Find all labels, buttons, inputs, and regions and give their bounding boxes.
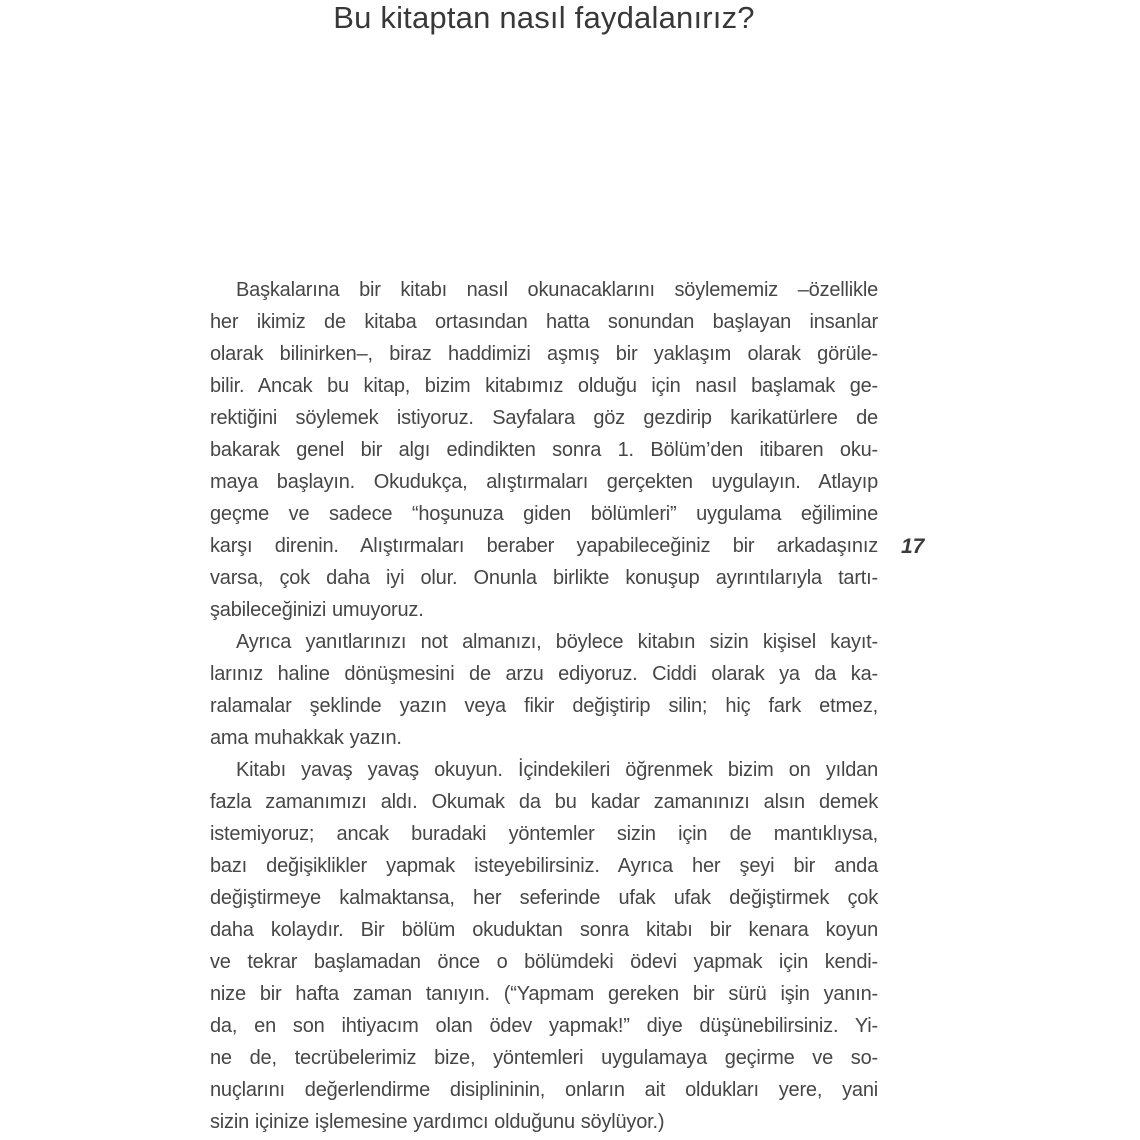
text-line: karşı direnin. Alıştırmaları beraber yapabileceğiniz bir arkadaşınız xyxy=(210,535,878,557)
text-line: şabileceğinizi umuyoruz. xyxy=(210,599,424,621)
text-line: ve tekrar başlamadan önce o bölümdeki ödevi yapmak için kendi- xyxy=(210,951,878,973)
text-line: Ayrıca yanıtlarınızı not almanızı, böylece kitabın sizin kişisel kayıt- xyxy=(236,631,878,653)
text-line: larınız haline dönüşmesini de arzu ediyoruz. Ciddi olarak ya da ka- xyxy=(210,663,878,685)
page-title: Bu kitaptan nasıl faydalanırız? xyxy=(333,0,755,35)
text-line: da, en son ihtiyacım olan ödev yapmak!” diye düşünebilirsiniz. Yi- xyxy=(210,1015,878,1037)
text-line: Kitabı yavaş yavaş okuyun. İçindekileri öğrenmek bizim on yıldan xyxy=(236,759,878,781)
page-number: 17 xyxy=(901,535,925,558)
text-line: olarak bilinirken–, biraz haddimizi aşmış bir yaklaşım olarak görüle- xyxy=(210,343,878,365)
text-line: geçme ve sadece “hoşunuza giden bölümleri” uygulama eğilimine xyxy=(210,503,878,525)
text-line: fazla zamanımızı aldı. Okumak da bu kadar zamanınızı alsın demek xyxy=(210,791,878,813)
text-line: değiştirmeye kalmaktansa, her seferinde ufak ufak değiştirmek çok xyxy=(210,887,878,909)
text-line: istemiyoruz; ancak buradaki yöntemler sizin için de mantıklıysa, xyxy=(210,823,878,845)
text-line: Başkalarına bir kitabı nasıl okunacaklarını söylememiz –özellikle xyxy=(236,279,878,301)
text-line: bilir. Ancak bu kitap, bizim kitabımız olduğu için nasıl başlamak ge- xyxy=(210,375,878,397)
text-line: bakarak genel bir algı edindikten sonra 1. Bölüm’den itibaren oku- xyxy=(210,439,878,461)
text-line: maya başlayın. Okudukça, alıştırmaları gerçekten uygulayın. Atlayıp xyxy=(210,471,878,493)
text-line: daha kolaydır. Bir bölüm okuduktan sonra kitabı bir kenara koyun xyxy=(210,919,878,941)
text-line: her ikimiz de kitaba ortasından hatta sonundan başlayan insanlar xyxy=(210,311,878,333)
text-line: nuçlarını değerlendirme disiplininin, onların ait oldukları yere, yani xyxy=(210,1079,878,1101)
text-line: nize bir hafta zaman tanıyın. (“Yapmam gereken bir sürü işin yanın- xyxy=(210,983,878,1005)
text-line: ralamalar şeklinde yazın veya fikir değiştirip silin; hiç fark etmez, xyxy=(210,695,878,717)
text-line: rektiğini söylemek istiyoruz. Sayfalara göz gezdirip karikatürlere de xyxy=(210,407,878,429)
text-line: varsa, çok daha iyi olur. Onunla birlikte konuşup ayrıntılarıyla tartı- xyxy=(210,567,878,589)
text-line: ama muhakkak yazın. xyxy=(210,727,402,749)
text-line: ne de, tecrübelerimiz bize, yöntemleri uygulamaya geçirme ve so- xyxy=(210,1047,878,1069)
body-text xyxy=(210,274,878,1138)
text-line: sizin içinize işlemesine yardımcı olduğunu söylüyor.) xyxy=(210,1111,665,1133)
text-line: bazı değişiklikler yapmak isteyebilirsiniz. Ayrıca her şeyi bir anda xyxy=(210,855,878,877)
